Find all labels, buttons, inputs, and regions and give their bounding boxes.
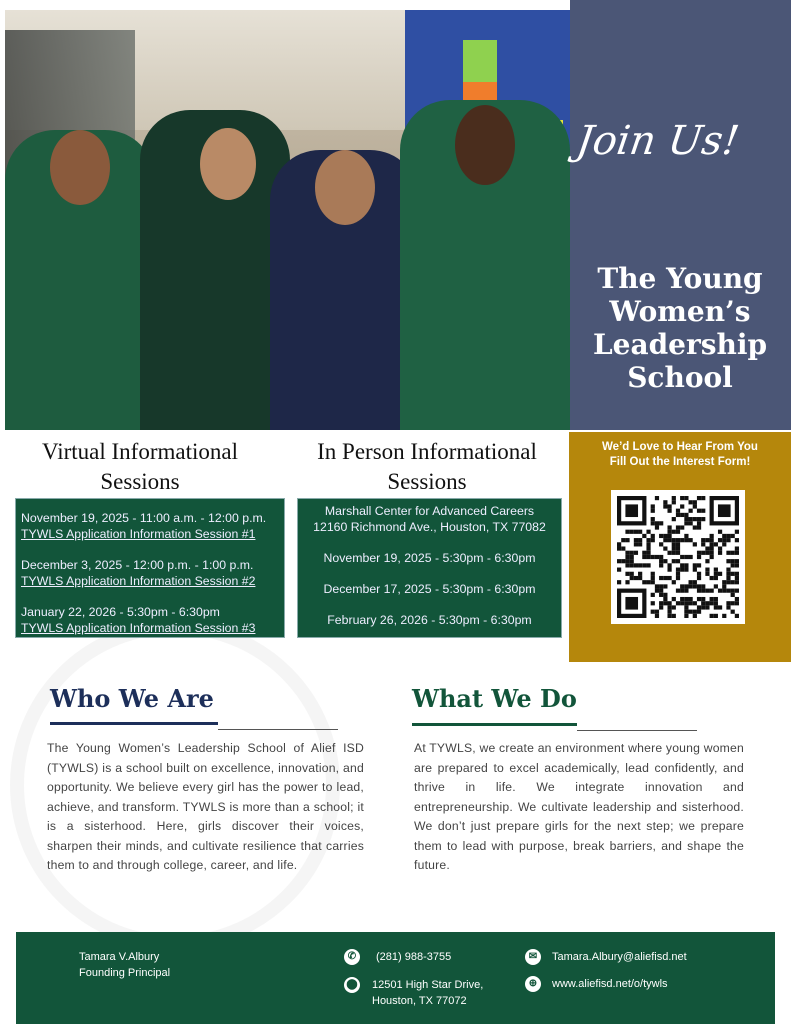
location-address: 12160 Richmond Ave., Houston, TX 77082 — [313, 520, 546, 534]
contact-footer — [16, 932, 775, 1024]
interest-line-1: We’d Love to Hear From You — [602, 441, 758, 453]
website-link[interactable]: www.aliefisd.net/o/tywls — [552, 978, 668, 990]
session-link-1[interactable]: TYWLS Application Information Session #1 — [21, 527, 256, 541]
divider — [577, 730, 697, 731]
in-person-sessions-box — [297, 498, 562, 638]
virtual-session: January 22, 2026 - 5:30pm - 6:30pm TYWLS Application Information Session #3 — [21, 604, 279, 636]
what-we-do-text: At TYWLS, we create an environment where young women are prepared to excel academically, lead confidently, and thrive in life. We integrate innovation and entrepreneurship. We cultivate leadership and sisterhood. We don’t just prepare girls for the next step; we prepare them to lead with purpose, break barriers, and shape the future. — [414, 741, 744, 872]
globe-icon: ⊕ — [525, 976, 541, 992]
session-date: November 19, 2025 - 5:30pm - 6:30pm — [323, 551, 536, 565]
interest-form-panel — [569, 432, 791, 662]
divider — [50, 722, 218, 725]
phone-number[interactable]: (281) 988-3755 — [376, 951, 452, 963]
school-name: The Young Women’s Leadership School — [592, 262, 768, 394]
session-link-2[interactable]: TYWLS Application Information Session #2 — [21, 574, 256, 588]
virtual-session: November 19, 2025 - 11:00 a.m. - 12:00 p.m. TYWLS Application Information Session #1 — [21, 510, 279, 542]
qr-code[interactable] — [611, 490, 745, 624]
virtual-sessions-title: Virtual Informational Sessions — [42, 439, 238, 494]
location-name: Marshall Center for Advanced Careers — [324, 504, 535, 518]
address-line-1: 12501 High Star Drive, — [372, 979, 484, 991]
email-icon: ✉ — [525, 949, 541, 965]
interest-line-2: Fill Out the Interest Form! — [609, 456, 751, 468]
principal-name: Tamara V.Albury — [79, 951, 160, 963]
principal-role: Founding Principal — [79, 967, 171, 979]
hero-photo — [5, 10, 571, 430]
session-date: December 17, 2025 - 5:30pm - 6:30pm — [323, 582, 536, 596]
virtual-sessions-box — [15, 498, 285, 638]
join-us-tagline: Join Us! — [573, 118, 742, 164]
address-line-2: Houston, TX 77072 — [372, 995, 467, 1007]
in-person-sessions-title: In Person Informational Sessions — [317, 439, 537, 494]
what-we-do-title: What We Do — [412, 684, 577, 713]
phone-icon: ✆ — [344, 949, 360, 965]
who-we-are-text: The Young Women’s Leadership School of Alief ISD (TYWLS) is a school built on excellence, innovation, and opportunity. We believe every girl has the power to lead, achieve, and transform. TYWLS is more than a school; it is a sisterhood. Here, girls discover their voices, sharpen their minds, and cultivate resilience that carries them to and through college, career, and life. — [47, 741, 364, 872]
location-pin-icon: ⬤ — [344, 977, 360, 993]
divider — [218, 729, 338, 730]
session-link-3[interactable]: TYWLS Application Information Session #3 — [21, 621, 256, 635]
virtual-session: December 3, 2025 - 12:00 p.m. - 1:00 p.m. TYWLS Application Information Session #2 — [21, 557, 279, 589]
who-we-are-title: Who We Are — [50, 684, 214, 713]
session-date: February 26, 2026 - 5:30pm - 6:30pm — [327, 613, 532, 627]
email-link[interactable]: Tamara.Albury@aliefisd.net — [552, 951, 687, 963]
divider — [412, 723, 577, 726]
